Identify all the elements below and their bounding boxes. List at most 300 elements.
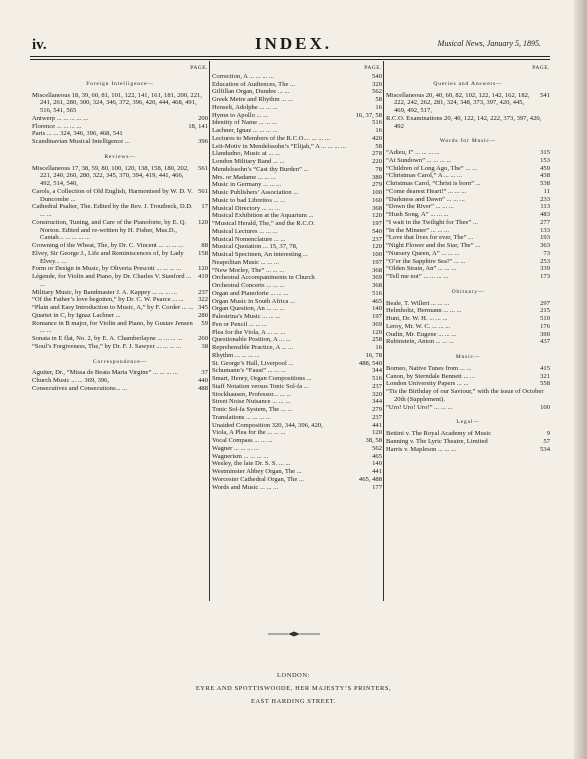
header-rule-thin bbox=[30, 59, 550, 60]
entry-title: “Nursery Queen, A” ... ... ... bbox=[386, 249, 460, 257]
index-entry bbox=[212, 166, 382, 174]
entry-title: Rubinstein, Anton ... ... ... bbox=[386, 338, 454, 346]
entry-title: Wagnerism ... ... ... ... bbox=[212, 452, 269, 460]
running-head: Musical News, January 5, 1895. bbox=[437, 39, 541, 48]
entry-title: Harris v. Mapleson ... ... ... bbox=[386, 445, 457, 453]
entry-title: Gilfillan Organ, Dundee ... ... bbox=[212, 88, 290, 96]
index-entry bbox=[386, 203, 550, 211]
entry-page: 562 bbox=[372, 88, 382, 96]
entry-title: Music in Germany ... ... ... bbox=[212, 181, 282, 189]
index-entry bbox=[212, 282, 382, 290]
page-title: INDEX. bbox=[254, 34, 333, 53]
entry-title: Words and Music ... ... ... bbox=[212, 483, 279, 491]
index-entry bbox=[212, 383, 382, 391]
entry-page: 133 bbox=[540, 226, 550, 234]
entry-page: 37 bbox=[201, 369, 208, 377]
entry-page: 516 bbox=[372, 119, 382, 127]
index-entry bbox=[212, 150, 382, 158]
entry-page: 120 bbox=[198, 265, 208, 273]
entry-page: 237 bbox=[372, 235, 382, 243]
index-entry bbox=[212, 398, 382, 406]
entry-title: Musical Quotation ... 15, 37, 78, bbox=[212, 243, 298, 251]
index-entry bbox=[212, 391, 382, 399]
entry-page: 540 bbox=[372, 227, 382, 235]
entry-title: Miscellaneous 18, 39, 60, 81, 101, 122, 141, 161, 181, 200, 221, 241, 261, 280, 300, 324, 346, 372, 396, 420, 444, 468, 491, 516, 541, 565 bbox=[32, 91, 202, 114]
entry-page: 100 bbox=[540, 403, 550, 411]
entry-page: 120 bbox=[372, 328, 382, 336]
imprint-city: LONDON: bbox=[277, 672, 310, 679]
entry-page: 78 bbox=[375, 165, 382, 173]
index-entry bbox=[386, 323, 550, 331]
index-entry bbox=[386, 315, 550, 323]
entry-page: 390 bbox=[540, 330, 550, 338]
entry-page: 459 bbox=[540, 164, 550, 172]
entry-page: 16, 37, 58 bbox=[355, 111, 382, 119]
entry-title: Musical Nomenclature ... ... bbox=[212, 235, 286, 243]
entry-page: 38, 58 bbox=[365, 437, 382, 444]
entry-title: Westminster Abbey Organ, The ... bbox=[212, 468, 302, 475]
entry-title: Cathedral Psalter, The. Edited by the Rev. J. Troutbeck, D.D. ... ... bbox=[32, 203, 193, 218]
entry-page: 120 bbox=[198, 218, 208, 226]
entry-page: 9 bbox=[546, 430, 550, 437]
entry-page: 237 bbox=[372, 382, 382, 390]
index-entry bbox=[386, 188, 550, 196]
entry-title: Lectures to Members of the R.C.O.... ... ... ... bbox=[212, 134, 330, 142]
index-entry bbox=[386, 265, 550, 273]
index-entry bbox=[386, 373, 550, 381]
index-entry bbox=[212, 460, 382, 468]
entry-page: 516 bbox=[372, 375, 382, 382]
entry-page: 322 bbox=[198, 296, 208, 304]
entry-title: Hymn to Apollo ... ... bbox=[212, 111, 269, 119]
imprint-printer: EYRE AND SPOTTISWOODE, HER MAJESTY’S PRINTERS, bbox=[195, 685, 392, 692]
entry-page: 58 bbox=[375, 142, 382, 150]
index-entry bbox=[212, 453, 382, 461]
index-entry bbox=[212, 468, 382, 476]
index-column-middle bbox=[212, 61, 382, 491]
entry-page: 200 bbox=[198, 114, 208, 122]
header-rule bbox=[30, 56, 550, 57]
entry-page: 253 bbox=[540, 257, 550, 265]
index-entry bbox=[212, 484, 382, 492]
index-entry bbox=[212, 158, 382, 166]
entry-page: 140 bbox=[372, 460, 382, 468]
entry-page: 120 bbox=[372, 429, 382, 437]
index-entry bbox=[32, 304, 208, 312]
entry-page: 280 bbox=[198, 311, 208, 319]
index-entry bbox=[212, 236, 382, 244]
entry-title: Canon, by Sterndale Bennett ... ... bbox=[386, 372, 475, 380]
entry-page: 173 bbox=[540, 273, 550, 280]
index-entry bbox=[386, 250, 550, 258]
entry-page: 277 bbox=[540, 218, 550, 226]
entry-title: Miscellaneous 20, 40, 60, 82, 102, 122, 142, 162, 182, 222, 242, 262, 281, 324, 348, 373, 397, 420, 445, 469, 492, 517, bbox=[386, 91, 530, 114]
index-entry bbox=[212, 259, 382, 267]
entry-title: London University Papers ... ... bbox=[386, 380, 469, 388]
entry-title: “Hush Song, A” ... ... ... bbox=[386, 211, 449, 218]
entry-page: 380 bbox=[372, 173, 382, 181]
entry-page: 59 bbox=[201, 319, 208, 327]
entry-title: Smart, Henry, Organ Compositions ... bbox=[212, 375, 312, 382]
entry-title: Légende, for Violin and Piano, by Dr. Charles V. Stanford ... ... bbox=[32, 273, 192, 288]
entry-page: 258 bbox=[372, 336, 382, 344]
index-entry bbox=[212, 267, 382, 275]
entry-title: Helmholtz, Hermann ... ... ... bbox=[386, 307, 462, 315]
entry-title: Musical Specimen, An interesting ... bbox=[212, 251, 308, 258]
index-entry bbox=[386, 430, 550, 438]
index-entry bbox=[212, 104, 382, 112]
entry-title: Form or Design in Music, by Oliveria Prescott ... ... ... ... bbox=[32, 265, 182, 273]
entry-title: Wesley, the late Dr. S. S. ... ... bbox=[212, 460, 291, 468]
index-entry bbox=[32, 250, 208, 266]
entry-title: Consecutives and Consecutions... ... bbox=[32, 384, 128, 392]
page-column-label: PAGE. bbox=[190, 65, 208, 71]
entry-page: 279 bbox=[372, 181, 382, 189]
index-entry bbox=[386, 331, 550, 339]
entry-title: “Of the Father’s love begotten,” by Dr. C. W. Pearce ... ... bbox=[32, 296, 184, 304]
index-column-left bbox=[32, 61, 208, 393]
index-entry bbox=[32, 92, 208, 115]
entry-title: Reprehensible Practice, A ... ... bbox=[212, 344, 294, 351]
entry-page: 320 bbox=[372, 80, 382, 88]
entry-title: Worcester Cathedral Organ, The ... bbox=[212, 475, 304, 483]
entry-page: 483 bbox=[540, 211, 550, 218]
index-entry bbox=[386, 219, 550, 227]
entry-page: 58 bbox=[375, 96, 382, 103]
entry-title: Oudin, Mr. Eugene ... ... ... bbox=[386, 330, 457, 338]
index-entry bbox=[212, 329, 382, 337]
entry-title: Antwerp ... ... ... ... ... bbox=[32, 114, 89, 122]
index-entry bbox=[32, 335, 208, 343]
entry-title: Church Music ... ... 369, 396, bbox=[32, 377, 110, 384]
index-entry bbox=[212, 290, 382, 298]
entry-page: 369 bbox=[372, 274, 382, 282]
entry-page: 177 bbox=[372, 483, 382, 491]
index-entry bbox=[32, 130, 208, 138]
index-entry bbox=[32, 289, 208, 297]
entry-title: Unaided Composition 320, 344, 396, 420, bbox=[212, 421, 323, 429]
index-entry bbox=[212, 127, 382, 135]
section-heading: Legal— bbox=[456, 419, 480, 426]
index-entry bbox=[32, 242, 208, 250]
index-entry bbox=[212, 274, 382, 282]
entry-title: “Darkness and Dawn” ... ... ... bbox=[386, 195, 465, 203]
section-heading: Foreign Intelligence— bbox=[86, 80, 154, 87]
page-column-label: PAGE. bbox=[364, 65, 382, 71]
entry-title: Music to bad Librettos ... ... bbox=[212, 196, 286, 204]
index-entry bbox=[32, 385, 208, 393]
index-entry bbox=[212, 143, 382, 151]
index-entry bbox=[386, 92, 550, 115]
entry-title: Education of Audiences, The ... bbox=[212, 80, 296, 88]
index-entry bbox=[32, 188, 208, 204]
section-heading: Obituary— bbox=[451, 288, 485, 295]
index-entry bbox=[32, 165, 208, 188]
index-entry bbox=[212, 228, 382, 236]
entry-page: 18, 141 bbox=[188, 122, 208, 130]
entry-page: 100 bbox=[372, 251, 382, 258]
entry-page: 534 bbox=[540, 445, 550, 453]
entry-page: 215 bbox=[540, 307, 550, 315]
entry-page: 160 bbox=[372, 196, 382, 204]
entry-page: 363 bbox=[540, 242, 550, 249]
entry-title: Organ and Pianoforte ... ... ... bbox=[212, 289, 289, 297]
entry-page: 197 bbox=[372, 220, 382, 227]
entry-page: 369 bbox=[372, 320, 382, 328]
entry-title: Stockhausen, Professor... ... ... bbox=[212, 390, 292, 398]
entry-title: Greek Metre and Rhythm ... ... bbox=[212, 96, 293, 103]
entry-title: Construction, Tuning, and Care of the Pianoforte, by E. Q. Norton. Edited and re-written by H. Fisher, Mus.D., Cantab... ... ... ... ... bbox=[32, 218, 187, 242]
entry-page: 415 bbox=[540, 364, 550, 372]
index-entry bbox=[386, 227, 550, 235]
index-entry bbox=[212, 135, 382, 143]
entry-page: 540 bbox=[372, 72, 382, 80]
entry-title: “Love that lives for ever, The” ... bbox=[386, 234, 474, 242]
entry-page: 320 bbox=[372, 390, 382, 398]
index-entry bbox=[212, 336, 382, 344]
index-entry bbox=[386, 211, 550, 219]
entry-page: 279 bbox=[372, 406, 382, 413]
index-entry bbox=[212, 344, 382, 352]
entry-title: Henselt, Adolphe ... ... ... bbox=[212, 103, 278, 111]
entry-title: “Down the River” ... ... ... bbox=[386, 203, 454, 211]
entry-title: Orchestral Concerts ... ... ... bbox=[212, 282, 285, 289]
entry-page: 88 bbox=[201, 242, 208, 249]
entry-page: 158 bbox=[198, 249, 208, 257]
entry-page: 57 bbox=[543, 437, 550, 445]
ornament-divider bbox=[268, 631, 320, 637]
entry-page: 419 bbox=[198, 273, 208, 280]
index-entry bbox=[386, 404, 550, 412]
entry-page: 368 bbox=[372, 282, 382, 289]
index-entry bbox=[386, 438, 550, 446]
entry-page: 465 bbox=[372, 297, 382, 305]
section-heading: Words for Music— bbox=[439, 138, 497, 145]
index-entry bbox=[212, 174, 382, 182]
index-entry bbox=[212, 189, 382, 197]
entry-page: 441 bbox=[372, 421, 382, 429]
index-entry bbox=[386, 196, 550, 204]
index-entry bbox=[32, 138, 208, 146]
index-entry bbox=[32, 265, 208, 273]
entry-page: 441 bbox=[372, 468, 382, 475]
entry-title: Christmas Carol, “Christ is born” ... bbox=[386, 180, 481, 187]
entry-title: “Tis the Birthday of our Saviour,” with the issue of October 20th (Supplement). bbox=[386, 388, 544, 403]
entry-page: 153 bbox=[540, 156, 550, 164]
entry-title: “New Morley, The” ... ... ... bbox=[212, 266, 285, 274]
index-entry bbox=[212, 422, 382, 430]
entry-title: Beale, T. Willert ... ... ... bbox=[386, 299, 450, 307]
index-entry bbox=[212, 81, 382, 89]
index-entry bbox=[386, 149, 550, 157]
index-entry bbox=[212, 205, 382, 213]
entry-title: Scandinavian Musical Intelligence ... bbox=[32, 138, 130, 145]
entry-title: Translations ... ... ... ... bbox=[212, 413, 271, 421]
index-entry bbox=[386, 258, 550, 266]
entry-page: 197 bbox=[372, 258, 382, 266]
entry-page: 120 bbox=[372, 243, 382, 251]
entry-page: 120 bbox=[372, 212, 382, 220]
entry-title: Wagner ... ... ... ... bbox=[212, 444, 259, 452]
index-entry bbox=[386, 380, 550, 388]
index-entry bbox=[212, 96, 382, 104]
entry-title: Plea for the Viola, A ... ... ... bbox=[212, 328, 286, 336]
entry-page: 16, 78 bbox=[365, 351, 382, 359]
index-entry bbox=[212, 88, 382, 96]
entry-title: “Olden Strain, An” ... ... ... bbox=[386, 265, 457, 273]
index-entry bbox=[386, 388, 550, 404]
entry-title: Vocal Compass ... ... ... bbox=[212, 437, 273, 444]
entry-page: 237 bbox=[198, 288, 208, 296]
index-entry bbox=[212, 321, 382, 329]
entry-page: 73 bbox=[543, 249, 550, 257]
column-divider bbox=[383, 61, 384, 601]
index-entry bbox=[32, 115, 208, 123]
entry-title: “Soul’s Forgiveness, The,” by Dr. F. J. Sawyer ... ... ... ... bbox=[32, 342, 182, 350]
index-entry bbox=[212, 251, 382, 259]
entry-page: 438 bbox=[540, 172, 550, 180]
entry-page: 16 bbox=[375, 127, 382, 134]
index-entry bbox=[212, 367, 382, 375]
entry-title: Viola, A Plea for the ... ... ... bbox=[212, 429, 286, 437]
entry-title: Agutter, Dr., “Missa de Beata Maria Virgine” ... ... ... ... bbox=[32, 369, 178, 377]
entry-title: Tonic Sol-fa System, The ... ... bbox=[212, 406, 293, 413]
index-entry bbox=[386, 115, 550, 131]
entry-page: 278 bbox=[372, 150, 382, 158]
section-heading: Correspondence— bbox=[93, 358, 147, 365]
entry-page: 260 bbox=[198, 335, 208, 342]
entry-title: R.C.O. Examinations 20, 40, 122, 142, 222, 373, 397, 420, 492 bbox=[386, 114, 542, 130]
page-number: iv. bbox=[32, 37, 47, 53]
index-entry bbox=[32, 203, 208, 219]
entry-page: 233 bbox=[540, 195, 550, 203]
imprint-address: EAST HARDING STREET. bbox=[250, 698, 337, 705]
index-entry bbox=[32, 320, 208, 336]
entry-page: 297 bbox=[540, 299, 550, 307]
entry-title: Musical Directory ... ... ... bbox=[212, 204, 280, 212]
entry-page: 38 bbox=[201, 342, 208, 350]
entry-title: Miscellaneous 17, 38, 59, 80, 100, 120, 138, 158, 180, 202, 221, 240, 260, 280, 322, 345, 370, 394, 419, 441, 466, 492, 514, 540, bbox=[32, 164, 189, 187]
section-heading: Queries and Answers— bbox=[433, 80, 503, 87]
entry-page: 17 bbox=[201, 203, 208, 211]
entry-title: St. George’s Hall, Liverpool ... bbox=[212, 359, 294, 367]
entry-page: 488, 540 bbox=[358, 359, 382, 367]
index-entry bbox=[212, 220, 382, 228]
index-entry bbox=[32, 123, 208, 131]
entry-title: Schumann’s “Faust” ... ... ... bbox=[212, 367, 286, 375]
entry-title: “Come dearest Heart!” ... ... ... bbox=[386, 187, 467, 195]
index-entry bbox=[212, 476, 382, 484]
entry-title: “Plain and Easy Introduction to Music, A,” by F. Corder ... ... bbox=[32, 304, 194, 311]
index-entry bbox=[212, 437, 382, 445]
entry-title: “Adieu, I” ... ... ... ... bbox=[386, 149, 440, 156]
entry-page: 396 bbox=[198, 138, 208, 145]
entry-title: “Musical Herald, The,” and the R.C.O. bbox=[212, 220, 315, 227]
entry-page: 113 bbox=[540, 203, 550, 211]
entry-title: Lachner, Ignaz ... ... ... ... bbox=[212, 127, 278, 134]
entry-page: 538 bbox=[540, 180, 550, 187]
index-entry bbox=[212, 352, 382, 360]
entry-title: Staff Notation versus Tonic Sol-fa ... bbox=[212, 382, 309, 390]
index-entry bbox=[386, 165, 550, 173]
index-entry bbox=[212, 212, 382, 220]
entry-page: 510 bbox=[540, 315, 550, 322]
entry-page: 315 bbox=[540, 149, 550, 156]
index-entry bbox=[212, 305, 382, 313]
entry-page: 197 bbox=[372, 313, 382, 320]
entry-page: 237 bbox=[372, 413, 382, 421]
entry-title: Organ Music in South Africa ... bbox=[212, 297, 296, 305]
entry-title: Carols, a Collection of Old English, Harmonised by W. D. V. Duncombe ... bbox=[32, 187, 193, 203]
index-entry bbox=[32, 369, 208, 377]
entry-page: 344 bbox=[372, 367, 382, 375]
entry-title: Bettini v. The Royal Academy of Music bbox=[386, 430, 492, 437]
entry-title: Correction, A ... ... ... ... bbox=[212, 72, 274, 80]
entry-page: 368 bbox=[372, 266, 382, 274]
entry-page: 140 bbox=[372, 305, 382, 313]
entry-title: Borneo, Native Tunes from ... ... bbox=[386, 364, 472, 372]
entry-title: Florence ... ... ... ... bbox=[32, 122, 82, 130]
index-entry bbox=[212, 414, 382, 422]
entry-title: “Night Flower and the Star, The” ... bbox=[386, 242, 481, 249]
index-entry bbox=[212, 406, 382, 414]
entry-title: Leroy, Mr. W. C. ... ... ... bbox=[386, 322, 451, 330]
page-column-label: PAGE. bbox=[532, 65, 550, 71]
entry-title: Elvey, Sir George J., Life and Reminiscences of, by Lady Elvey... ... bbox=[32, 249, 184, 265]
entry-title: “Children of Long Ago, The” ... ... bbox=[386, 164, 477, 172]
index-entry bbox=[212, 429, 382, 437]
entry-title: Neapolitan Music ... ... ... bbox=[212, 258, 279, 266]
entry-title: “In the Minster” ... ... ... bbox=[386, 226, 449, 234]
entry-title: “Christmas Carol,” A ... ... ... bbox=[386, 172, 463, 180]
entry-page: 488 bbox=[198, 384, 208, 392]
index-entry bbox=[32, 343, 208, 351]
index-entry bbox=[212, 360, 382, 368]
index-entry bbox=[386, 300, 550, 308]
index-entry bbox=[386, 365, 550, 373]
index-entry bbox=[386, 234, 550, 242]
index-entry bbox=[212, 313, 382, 321]
index-column-right bbox=[386, 61, 550, 453]
entry-page: 562 bbox=[372, 444, 382, 452]
index-entry bbox=[386, 180, 550, 188]
entry-title: Organ Question, An ... ... ... bbox=[212, 305, 285, 313]
index-entry bbox=[32, 377, 208, 385]
entry-title: Hunt, Dr. W. H. ... ... ... bbox=[386, 315, 448, 322]
index-entry bbox=[32, 312, 208, 320]
index-entry bbox=[32, 273, 208, 289]
entry-title: Orchestral Accompaniments in Church bbox=[212, 274, 315, 282]
column-divider bbox=[209, 61, 210, 601]
index-entry bbox=[212, 112, 382, 120]
entry-title: Street Noise Nuisance ... ... ... bbox=[212, 398, 291, 406]
entry-page: 193 bbox=[540, 234, 550, 242]
entry-title: Paris ... ... 324, 346, 396, 468, 541 bbox=[32, 130, 123, 138]
entry-title: Leit-Motiv in Mendelssohn’s “Elijah,” A ... ... ... ... bbox=[212, 142, 346, 150]
entry-page: 344 bbox=[372, 398, 382, 406]
entry-page: 368 bbox=[372, 204, 382, 212]
entry-page: 561 bbox=[198, 164, 208, 172]
index-entry bbox=[386, 157, 550, 165]
entry-page: 16 bbox=[375, 344, 382, 351]
entry-page: 321 bbox=[540, 372, 550, 380]
entry-page: 465 bbox=[372, 452, 382, 460]
entry-page: 516 bbox=[372, 289, 382, 297]
entry-title: Musical Lectures ... ... ... bbox=[212, 227, 278, 235]
index-entry bbox=[32, 219, 208, 242]
entry-title: “At Sundown” ... ... ... ... bbox=[386, 156, 452, 164]
entry-page: 16 bbox=[375, 103, 382, 111]
